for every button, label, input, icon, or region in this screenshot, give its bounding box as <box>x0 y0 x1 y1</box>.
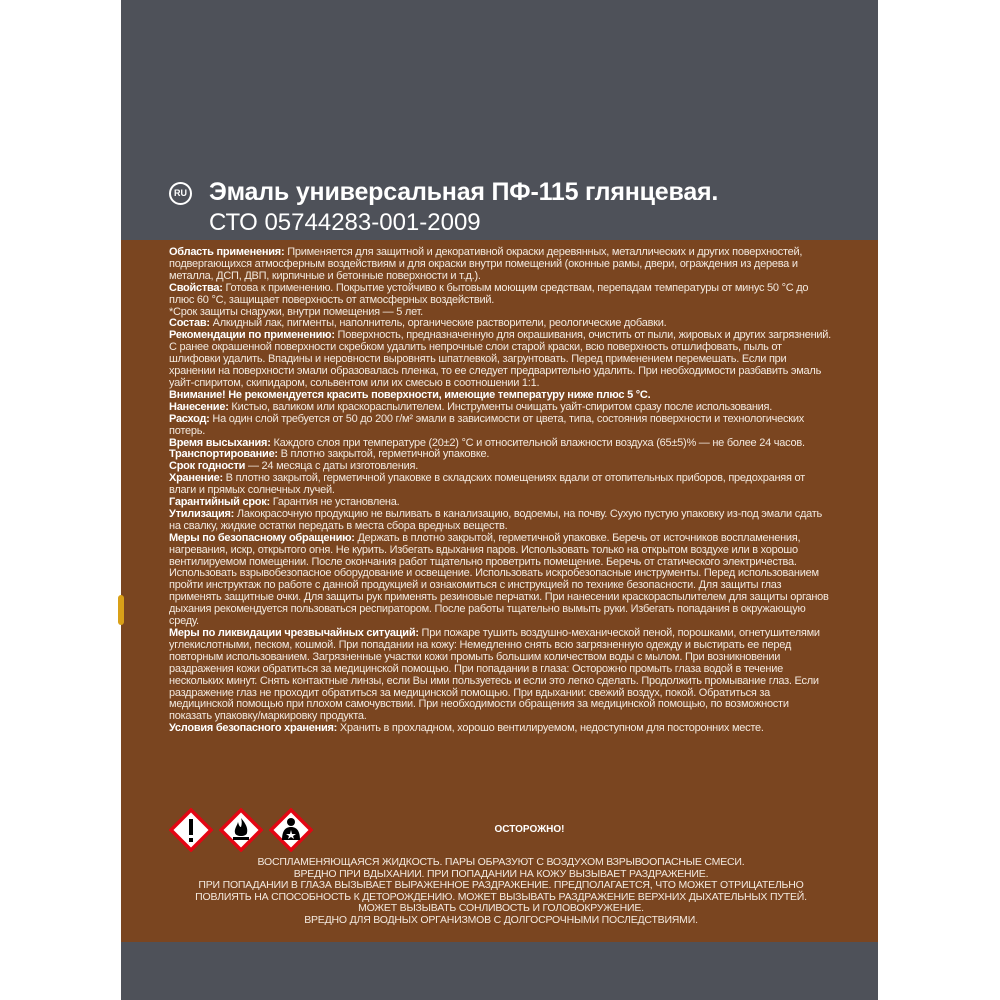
section-label: Нанесение: <box>169 400 229 413</box>
section-label: Внимание! Не рекомендуется красить поверхности, имеющие температуру ниже плюс 5 °С. <box>169 388 651 401</box>
section-label: Срок годности <box>169 460 246 473</box>
section-text: Гарантия не установлена. <box>269 496 400 509</box>
section-label: Время высыхания: <box>169 436 271 449</box>
section-text: В плотно закрытой, герметичной упаковке в складских помещениях вдали от отопительных приборов, предохраняя от влаги и прямых солнечных лучей. <box>169 472 805 497</box>
section-text: Каждого слоя при температуре (20±2) °С и относительной влажности воздуха (65±5)% — не более 24 часов. <box>270 436 805 449</box>
section-label: Гарантийный срок: <box>169 496 270 509</box>
section-label: Расход: <box>169 412 210 425</box>
section-label: Хранение: <box>169 472 223 485</box>
label-section <box>169 283 833 307</box>
section-text: В плотно закрытой, герметичной упаковке. <box>277 448 490 461</box>
label-section <box>169 473 833 497</box>
ru-mark-icon: RU <box>169 182 192 205</box>
section-label: Утилизация: <box>169 507 235 520</box>
label-text <box>169 247 833 735</box>
label-section <box>169 247 833 283</box>
section-label: Рекомендации по применению: <box>169 329 335 342</box>
label-section <box>169 533 833 628</box>
section-text: Лакокрасочную продукцию не выливать в канализацию, водоемы, на почву. Сухую пустую упаковку из-под эмали сдать на свалку, жидкие остатки передать в места сбора вредных веществ. <box>169 507 823 532</box>
section-label: Условия безопасного хранения: <box>169 722 338 735</box>
hazard-statement: ВРЕДНО ПРИ ВДЫХАНИИ. ПРИ ПОПАДАНИИ НА КОЖУ ВЫЗЫВАЕТ РАЗДРАЖЕНИЕ. <box>293 867 709 880</box>
section-label: Область применения: <box>169 246 285 258</box>
section-text: — 24 месяца с даты изготовления. <box>245 460 419 473</box>
section-text: Поверхность, предназначенную для окрашивания, очистить от пыли, жировых и других загрязнений. С ранее окрашенной поверхности скребком удалить непрочные слои старой краски, всю поверхность отшлифовать, пыль от шлифовки удалить. Впадины и неровности выровнять шпатлевкой, загрунтовать. Перед применением перемешать. Если при хранении на поверхности эмали образовалась пленка, то ее следует предварительно удалить. При необходимости разбавить эмаль уайт-спиритом, скипидаром, сольвентом или их смесью в соотношении 1:1. <box>169 329 831 389</box>
label-section <box>169 628 833 723</box>
hazard-statements <box>161 857 841 927</box>
hazard-statement: МОЖЕТ ВЫЗЫВАТЬ СОНЛИВОСТЬ И ГОЛОВОКРУЖЕНИЕ. <box>358 902 644 915</box>
section-text: Хранить в прохладном, хорошо вентилируемом, недоступном для посторонних месте. <box>337 722 764 735</box>
section-text: *Срок защиты снаружи, внутри помещения — 5 лет. <box>169 305 423 318</box>
section-text: Применяется для защитной и декоративной окраски деревянных, металлических и других поверхностей, подвергающихся атмосферным воздействиям и для окраски внутри помещений (оконные рамы, двери, ограждения из дерева и металла, ДСП, ДВП, кирпичные и бетонные поверхности и т.д.). <box>169 246 803 282</box>
product-standard: СТО 05744283-001-2009 <box>209 209 481 236</box>
label-section <box>169 723 833 735</box>
can-edge-highlight <box>118 595 124 625</box>
section-text: Кистью, валиком или краскораспылителем. Инструменты очищать уайт-спиритом сразу после использования. <box>228 400 773 413</box>
label-section <box>169 330 833 390</box>
section-text: Готова к применению. Покрытие устойчиво к бытовым моющим средствам, перепадам температуры от минус 50 °С до плюс 60 °С, защищает поверхность от атмосферных воздействий. <box>169 281 809 306</box>
section-text: Держать в плотно закрытой, герметичной упаковке. Беречь от источников воспламенения, нагревания, искр, открытого огня. Не курить. Избегать вдыхания паров. Использовать только на открытом воздухе или в хорошо вентилируемом помещении. После окончания работ тщательно проветрить помещение. Беречь от статического электричества. Использовать взрывобезопасное оборудование и освещение. Использовать искробезопасные инструменты. Перед использованием пройти инструктаж по работе с данной продукцией и ознакомиться с инструкцией по технике безопасности. Для защиты глаз применять защитные очки. Для защиты рук применять резиновые перчатки. При нанесении краскораспылителем для защиты органов дыхания рекомендуется пользоваться респиратором. После работы тщательно вымыть руки. Избегать попадания в окружающую среду. <box>169 531 829 628</box>
hazard-statement: ПРИ ПОПАДАНИИ В ГЛАЗА ВЫЗЫВАЕТ ВЫРАЖЕННОЕ РАЗДРАЖЕНИЕ. ПРЕДПОЛАГАЕТСЯ, ЧТО МОЖЕТ ОТРИЦАТЕЛЬНО <box>198 879 804 892</box>
label-section <box>169 414 833 438</box>
section-text: Алкидный лак, пигменты, наполнитель, органические растворители, реологические добавки. <box>209 317 667 330</box>
hazard-statement: ПОВЛИЯТЬ НА СПОСОБНОСТЬ К ДЕТОРОЖДЕНИЮ. МОЖЕТ ВЫЗЫВАТЬ РАЗДРАЖЕНИЕ ВЕРХНИХ ДЫХАТЕЛЬНЫХ ПУТЕЙ. <box>195 890 807 903</box>
section-label: Меры по ликвидации чрезвычайных ситуаций: <box>169 627 419 639</box>
section-label: Транспортирование: <box>169 448 278 461</box>
section-label: Меры по безопасному обращению: <box>169 531 355 544</box>
section-text: На один слой требуется от 50 до 200 г/м² эмали в зависимости от цвета, типа, состояния поверхности и технологических потерь. <box>169 412 804 437</box>
hazard-statement: ВОСПЛАМЕНЯЮЩАЯСЯ ЖИДКОСТЬ. ПАРЫ ОБРАЗУЮТ С ВОЗДУХОМ ВЗРЫВООПАСНЫЕ СМЕСИ. <box>257 856 745 868</box>
section-text: При пожаре тушить воздушно-механической пеной, порошками, огнетушителями углекислотными, песком, кошмой. При попадании на кожу: Немедленно снять всю загрязненную одежду и выстирать ее перед повторным использованием. Загрязненные участки кожи промыть большим количеством воды с мылом. При возникновении раздражения кожи обратиться за медицинской помощью. При попадании в глаза: Осторожно промыть глаза водой в течение нескольких минут. Снять контактные линзы, если Вы ими пользуетесь и если это легко сделать. Продолжить промывание глаз. Если раздражение глаз не проходит обратиться за медицинской помощью. При вдыхании: свежий воздух, покой. Обратиться за медицинской помощью при плохом самочувствии. При необходимости обращения за медицинской помощью, по возможности показать упаковку/маркировку продукта. <box>169 627 820 723</box>
label-section <box>169 509 833 533</box>
section-label: Состав: <box>169 317 210 330</box>
product-title: Эмаль универсальная ПФ-115 глянцевая. <box>209 178 719 206</box>
section-label: Свойства: <box>169 281 223 294</box>
product-label <box>121 0 878 1000</box>
signal-word: ОСТОРОЖНО! <box>494 824 565 835</box>
hazard-statement: ВРЕДНО ДЛЯ ВОДНЫХ ОРГАНИЗМОВ С ДОЛГОСРОЧНЫМИ ПОСЛЕДСТВИЯМИ. <box>304 913 698 926</box>
